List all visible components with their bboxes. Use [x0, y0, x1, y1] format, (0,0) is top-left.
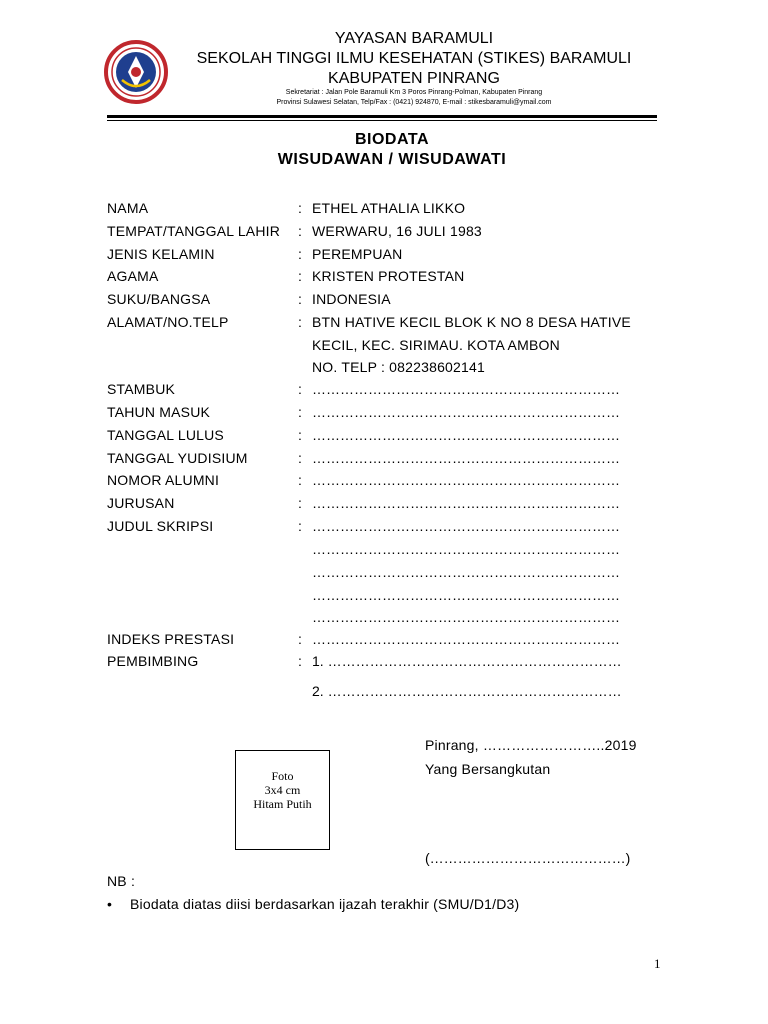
field-label-nomor-alumni: NOMOR ALUMNI — [107, 472, 220, 488]
field-colon: : — [298, 314, 303, 330]
field-label-indeks-prestasi: INDEKS PRESTASI — [107, 631, 235, 647]
field-blank-indeks-prestasi: ………………………………………………………… — [312, 631, 620, 647]
field-blank-pembimbing-2: 2. ……………………………………………………… — [312, 683, 622, 699]
signer-role: Yang Bersangkutan — [425, 761, 551, 777]
field-label-judul-skripsi: JUDUL SKRIPSI — [107, 518, 214, 534]
field-label-jurusan: JURUSAN — [107, 495, 175, 511]
field-label-jenis-kelamin: JENIS KELAMIN — [107, 246, 215, 262]
field-blank-nomor-alumni: ………………………………………………………… — [312, 472, 620, 488]
field-blank-tanggal-yudisium: ………………………………………………………… — [312, 450, 620, 466]
foundation-name: YAYASAN BARAMULI — [334, 30, 494, 47]
photo-color: Hitam Putih — [253, 797, 312, 811]
field-label-alamat: ALAMAT/NO.TELP — [107, 314, 229, 330]
header-divider-thick — [107, 115, 657, 118]
photo-size: 3x4 cm — [264, 783, 301, 797]
field-label-stambuk: STAMBUK — [107, 381, 176, 397]
photo-label: Foto — [271, 769, 294, 783]
institution-name: SEKOLAH TINGGI ILMU KESEHATAN (STIKES) BARAMULI — [196, 50, 632, 67]
field-value-nama: ETHEL ATHALIA LIKKO — [312, 200, 466, 216]
field-colon: : — [298, 653, 303, 669]
field-colon: : — [298, 518, 303, 534]
place-date: Pinrang, ……………………..2019 — [425, 737, 637, 753]
field-value-alamat: BTN HATIVE KECIL BLOK K NO 8 DESA HATIVE — [312, 314, 631, 330]
field-label-agama: AGAMA — [107, 268, 159, 284]
field-colon: : — [298, 268, 303, 284]
note-text: Biodata diatas diisi berdasarkan ijazah terakhir (SMU/D1/D3) — [130, 896, 520, 912]
document-title: BIODATA — [354, 131, 429, 148]
field-blank-tahun-masuk: ………………………………………………………… — [312, 404, 620, 420]
field-blank-judul-skripsi: ………………………………………………………… — [312, 518, 620, 534]
field-colon: : — [298, 223, 303, 239]
field-colon: : — [298, 472, 303, 488]
document-subtitle: WISUDAWAN / WISUDAWATI — [277, 151, 507, 168]
field-colon: : — [298, 381, 303, 397]
field-label-tempat-tanggal-lahir: TEMPAT/TANGGAL LAHIR — [107, 223, 281, 239]
note-label: NB : — [107, 873, 136, 889]
field-label-tanggal-yudisium: TANGGAL YUDISIUM — [107, 450, 248, 466]
field-label-suku-bangsa: SUKU/BANGSA — [107, 291, 211, 307]
field-colon: : — [298, 427, 303, 443]
field-value-telp: NO. TELP : 082238602141 — [312, 359, 485, 375]
field-value-agama: KRISTEN PROTESTAN — [312, 268, 465, 284]
note-bullet: • — [107, 896, 112, 912]
field-value-alamat-line2: KECIL, KEC. SIRIMAU. KOTA AMBON — [312, 337, 560, 353]
field-label-tahun-masuk: TAHUN MASUK — [107, 404, 211, 420]
photo-placeholder — [235, 750, 330, 850]
header-divider-thin — [107, 120, 657, 121]
signer-name-blank: (……………………………………) — [425, 850, 631, 866]
field-value-tempat-tanggal-lahir: WERWARU, 16 JULI 1983 — [312, 223, 482, 239]
address-line: Sekretariat : Jalan Pole Baramuli Km 3 Poros Pinrang-Polman, Kabupaten Pinrang — [285, 89, 543, 96]
field-blank-stambuk: ………………………………………………………… — [312, 381, 620, 397]
field-colon: : — [298, 631, 303, 647]
field-blank-judul-skripsi-line4: ………………………………………………………… — [312, 587, 620, 603]
field-blank-tanggal-lulus: ………………………………………………………… — [312, 427, 620, 443]
field-label-pembimbing: PEMBIMBING — [107, 653, 199, 669]
field-blank-judul-skripsi-line5: ………………………………………………………… — [312, 609, 620, 625]
field-label-nama: NAMA — [107, 200, 149, 216]
field-blank-pembimbing-1: 1. ……………………………………………………… — [312, 653, 622, 669]
field-blank-judul-skripsi-line3: ………………………………………………………… — [312, 564, 620, 580]
field-blank-jurusan: ………………………………………………………… — [312, 495, 620, 511]
contact-line: Provinsi Sulawesi Selatan, Telp/Fax : (0421) 924870, E-mail : stikesbaramuli@ymail.com — [276, 99, 552, 106]
field-colon: : — [298, 291, 303, 307]
field-colon: : — [298, 495, 303, 511]
field-colon: : — [298, 404, 303, 420]
field-value-suku-bangsa: INDONESIA — [312, 291, 391, 307]
field-label-tanggal-lulus: TANGGAL LULUS — [107, 427, 224, 443]
field-colon: : — [298, 450, 303, 466]
field-colon: : — [298, 246, 303, 262]
page-number: 1 — [654, 956, 661, 971]
field-value-jenis-kelamin: PEREMPUAN — [312, 246, 403, 262]
field-blank-judul-skripsi-line2: ………………………………………………………… — [312, 541, 620, 557]
regency-name: KABUPATEN PINRANG — [328, 70, 500, 87]
field-colon: : — [298, 200, 303, 216]
